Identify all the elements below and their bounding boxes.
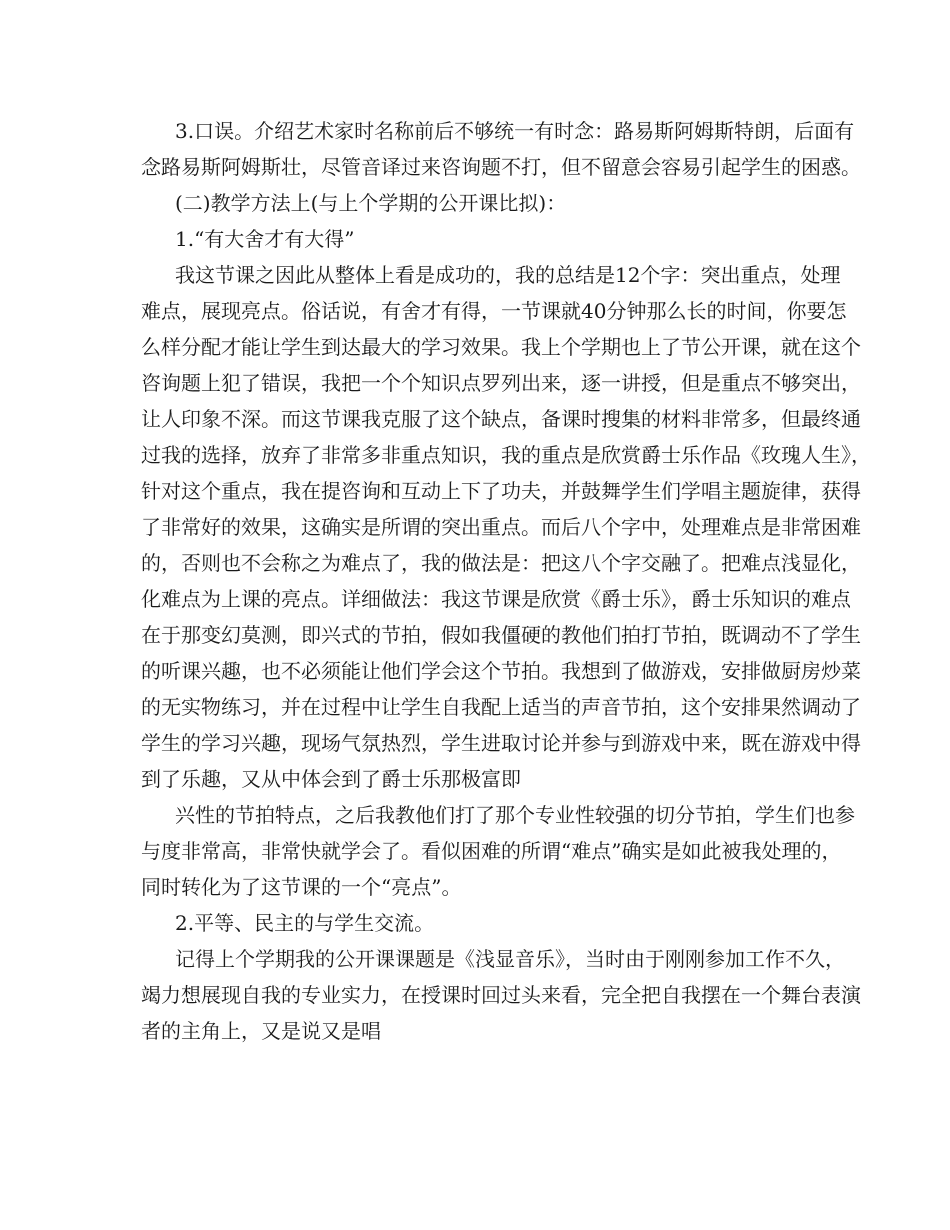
text-line: 与度非常高，非常快就学会了。看似困难的所谓“难点”确实是如此被我处理的， bbox=[141, 839, 842, 863]
text-line: 了非常好的效果，这确实是所谓的突出重点。而后八个字中，处理难点是非常困难 bbox=[141, 515, 861, 539]
text-line: 1.“有大舍才有大得” bbox=[175, 227, 355, 251]
text-line: 难点，展现亮点。俗话说，有舍才有得，一节课就40分钟那么长的时间，你要怎 bbox=[141, 299, 847, 323]
text-line: (二)教学方法上(与上个学期的公开课比拟)： bbox=[175, 191, 567, 215]
text-line: 学生的学习兴趣，现场气氛热烈，学生进取讨论并参与到游戏中来，既在游戏中得 bbox=[141, 731, 861, 755]
text-line: 记得上个学期我的公开课课题是《浅显音乐》，当时由于刚刚参加工作不久， bbox=[175, 947, 845, 971]
text-line: 兴性的节拍特点，之后我教他们打了那个专业性较强的切分节拍，学生们也参 bbox=[175, 803, 855, 827]
text-line: 的听课兴趣，也不必须能让他们学会这个节拍。我想到了做游戏，安排做厨房炒菜 bbox=[141, 659, 861, 683]
text-line: 咨询题上犯了错误，我把一个个知识点罗列出来，逐一讲授，但是重点不够突出， bbox=[141, 371, 861, 395]
text-line: 到了乐趣，又从中体会到了爵士乐那极富即 bbox=[141, 767, 521, 791]
text-line: 我这节课之因此从整体上看是成功的，我的总结是12个字：突出重点，处理 bbox=[175, 263, 841, 287]
text-line: 么样分配才能让学生到达最大的学习效果。我上个学期也上了节公开课，就在这个 bbox=[141, 335, 861, 359]
text-line: 同时转化为了这节课的一个“亮点”。 bbox=[141, 875, 462, 899]
text-line: 念路易斯阿姆斯壮，尽管音译过来咨询题不打，但不留意会容易引起学生的困惑。 bbox=[141, 155, 861, 179]
text-line: 让人印象不深。而这节课我克服了这个缺点，备课时搜集的材料非常多，但最终通 bbox=[141, 407, 861, 431]
text-line: 化难点为上课的亮点。详细做法：我这节课是欣赏《爵士乐》，爵士乐知识的难点 bbox=[141, 587, 851, 611]
text-line: 针对这个重点，我在提咨询和互动上下了功夫，并鼓舞学生们学唱主题旋律，获得 bbox=[141, 479, 861, 503]
text-line: 过我的选择，放弃了非常多非重点知识，我的重点是欣赏爵士乐作品《玫瑰人生》， bbox=[141, 443, 871, 467]
text-line: 在于那变幻莫测，即兴式的节拍，假如我僵硬的教他们拍打节拍，既调动不了学生 bbox=[141, 623, 861, 647]
text-line: 2.平等、民主的与学生交流。 bbox=[175, 911, 435, 935]
text-line: 者的主角上，又是说又是唱 bbox=[141, 1019, 381, 1043]
text-line: 3.口误。介绍艺术家时名称前后不够统一有时念：路易斯阿姆斯特朗，后面有 bbox=[175, 119, 855, 143]
text-line: 的，否则也不会称之为难点了，我的做法是：把这八个字交融了。把难点浅显化， bbox=[141, 551, 861, 575]
text-line: 竭力想展现自我的专业实力，在授课时回过头来看，完全把自我摆在一个舞台表演 bbox=[141, 983, 861, 1007]
text-line: 的无实物练习，并在过程中让学生自我配上适当的声音节拍，这个安排果然调动了 bbox=[141, 695, 861, 719]
